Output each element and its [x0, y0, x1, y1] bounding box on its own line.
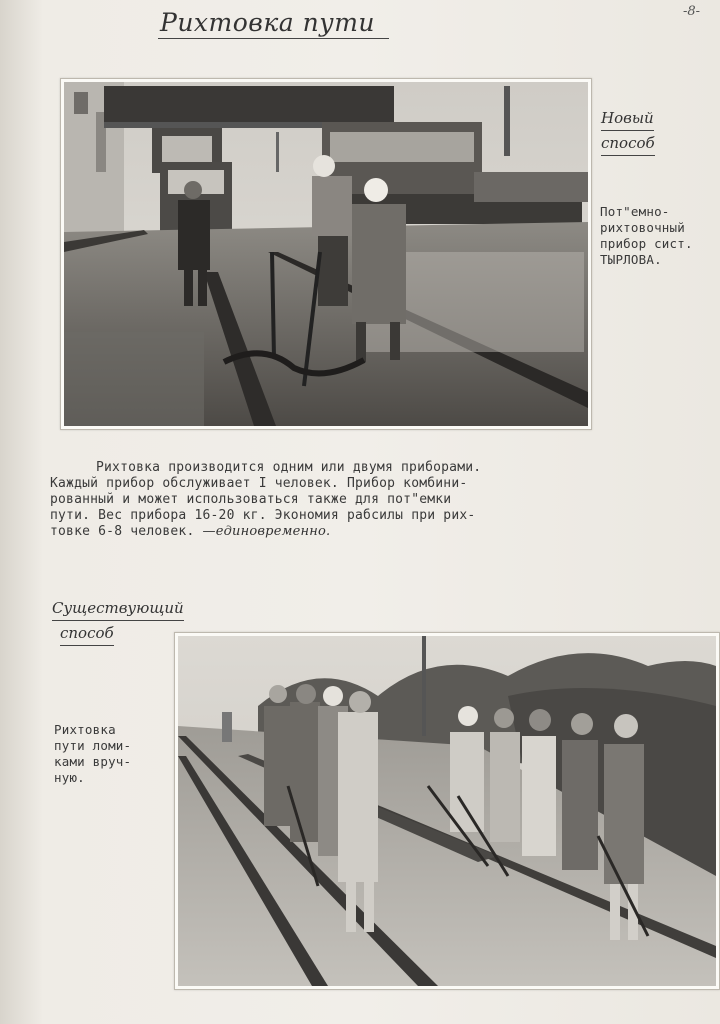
caption-line: пути. Вес прибора 16-20 кг. Экономия рабсилы при рих-	[50, 508, 476, 523]
rail-workers-with-device-photo	[64, 82, 588, 426]
typed-caption	[50, 460, 610, 540]
new-method-description-line: Пот"емно-	[600, 204, 670, 219]
new-method-description-line: ТЫРЛОВА.	[600, 252, 662, 267]
new-method-label-line1: Новый	[601, 106, 654, 131]
photo-new-method-image	[64, 82, 588, 426]
existing-method-description-line: ную.	[54, 770, 85, 785]
caption-line	[50, 524, 610, 540]
new-method-label	[601, 106, 655, 156]
existing-method-description	[54, 722, 164, 786]
page-title: Рихтовка пути	[158, 8, 389, 39]
new-method-label-line2: способ	[601, 131, 655, 156]
photo-new-method	[60, 78, 592, 430]
caption-handwritten-addition: —единовременно.	[202, 524, 331, 539]
new-method-description-line: рихтовочный	[600, 220, 685, 235]
caption-line: рованный и может использоваться также для пот"емки	[50, 492, 452, 507]
existing-method-label	[52, 596, 184, 646]
existing-method-label-line1: Существующий	[52, 596, 184, 621]
new-method-description	[600, 204, 718, 268]
existing-method-label-line2: способ	[60, 621, 114, 646]
existing-method-description-line: ками вруч-	[54, 754, 132, 769]
existing-method-description-line: пути ломи-	[54, 738, 132, 753]
caption-line: Каждый прибор обслуживает I человек. Прибор комбини-	[50, 476, 468, 491]
photo-existing-method-image	[178, 636, 716, 986]
new-method-description-line: прибор сист.	[600, 236, 693, 251]
photo-existing-method	[174, 632, 720, 990]
existing-method-description-line: Рихтовка	[54, 722, 116, 737]
women-track-crew-photo	[178, 636, 716, 986]
caption-line-last: товке 6-8 человек.	[50, 524, 195, 539]
page-number: -8-	[683, 4, 701, 19]
caption-line: Рихтовка производится одним или двумя приборами.	[96, 460, 482, 475]
